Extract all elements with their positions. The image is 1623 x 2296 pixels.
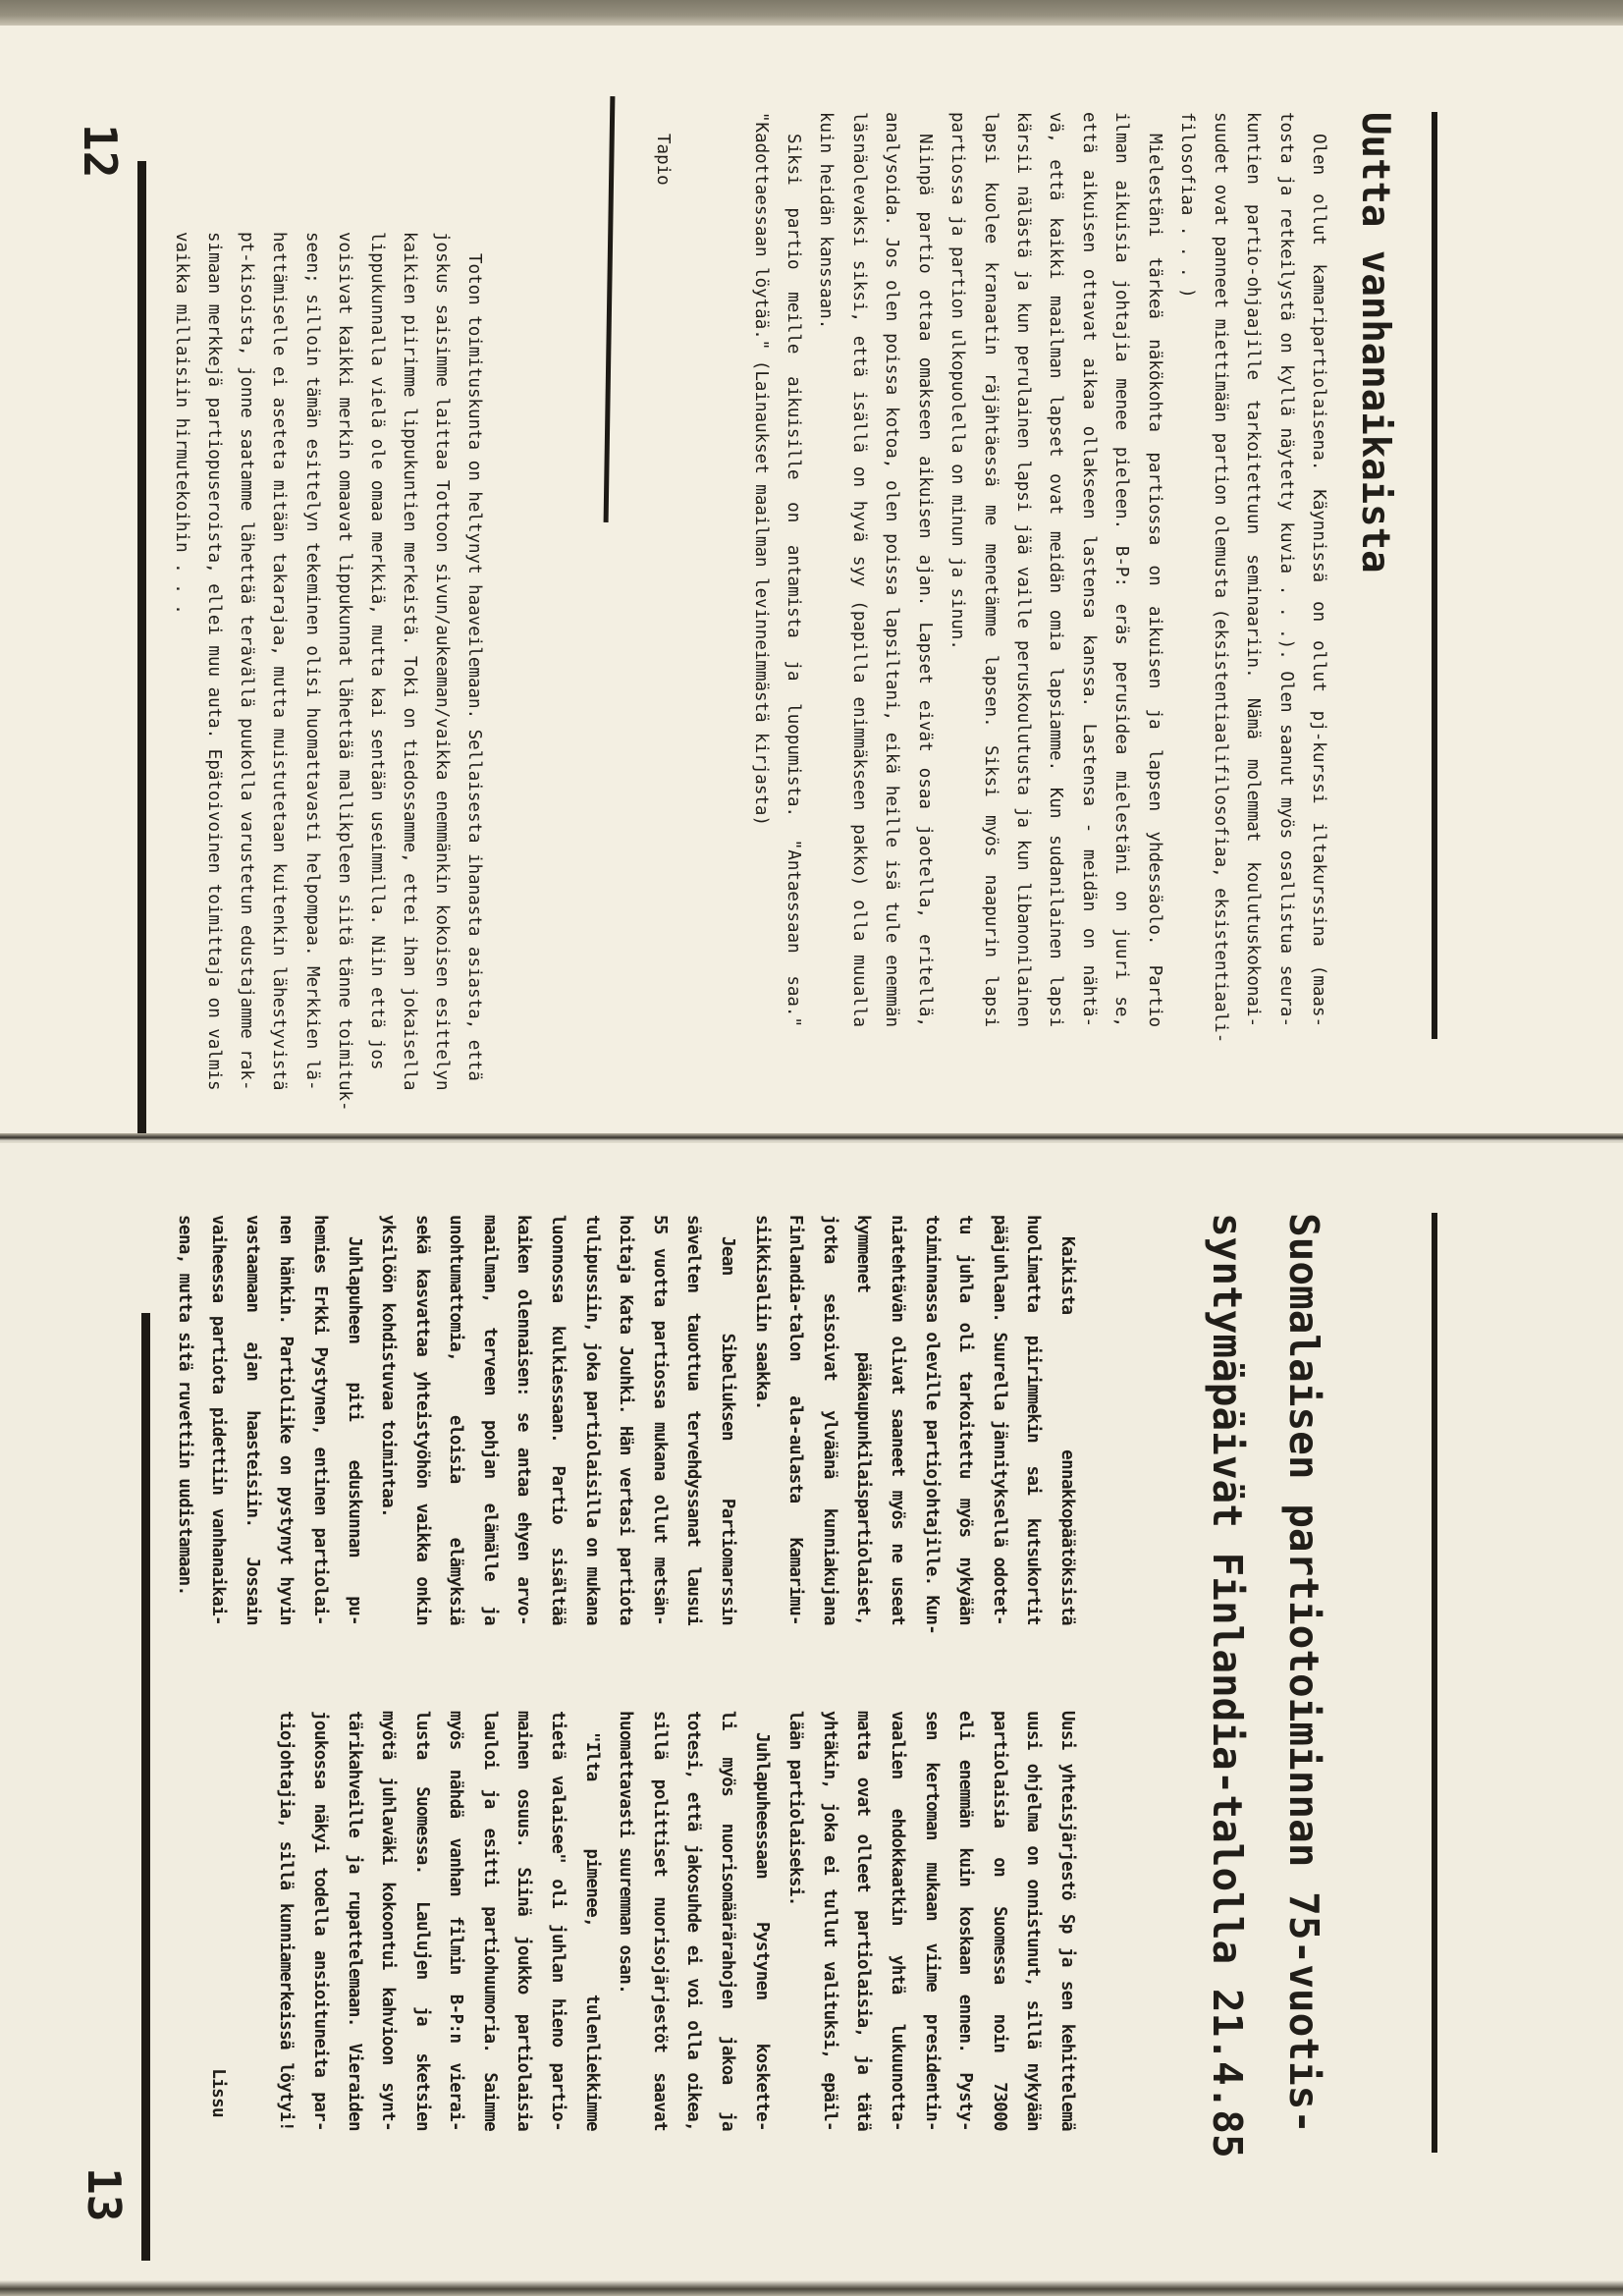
text-line: kuin heidän kanssaan. — [816, 112, 837, 330]
scan-edge-bottom — [0, 2280, 1623, 2296]
page13-title-line2: syntymäpäivät Finlandia-talolla 21.4.85 — [1204, 1213, 1251, 2159]
text-line: Jean Sibeliuksen Partiomarssin — [718, 1236, 738, 1625]
text-line: kaiken olennaisen: se antaa ehyen arvo- — [514, 1215, 534, 1625]
text-line: kuntien partio-ohjaajille tarkoitettuun seminaariin. Nämä molemmat koulutuskokonai- — [1243, 112, 1264, 1027]
text-line: vaalien ehdokkaatkin yhtä lukuunotta- — [888, 1711, 908, 2131]
text-line: lippukunnalla vielä ole omaa merkkiä, mutta kai sentään useimmilla. Niin että jos — [366, 232, 387, 1070]
text-line: myötä juhlaväki kokoontui kahvioon synt- — [378, 1711, 399, 2131]
text-line: filosofiaa . . . ) — [1177, 112, 1198, 299]
text-line: Juhlapuheessaan Pystynen koskette- — [751, 1732, 772, 2131]
text-line: voisivat kaikki merkin omaavat lippukunnat lähettää mallikpleen siitä tänne toimituk- — [334, 232, 354, 1112]
text-line: huolimatta piirimmekin sai kutsukortit — [1023, 1215, 1044, 1625]
text-line: myös nähdä vanhan filmin B-P:n vierai- — [446, 1711, 466, 2131]
page12-title: Uutta vanhanaikaista — [1353, 112, 1397, 574]
text-line: Siksi partio meille aikuisille on antamista ja luopumista. "Antaessaan saa." — [784, 134, 803, 1027]
text-line: kaikien piirimme lippukuntien merkeistä. Toki on tiedossamme, ettei ihan jokaisella — [399, 232, 419, 1091]
scan-edge-top — [0, 0, 1623, 26]
text-line: joskus saisimme laittaa Tottoon sivun/aukeaman/vaikka enemmänkin kokoisen esittelyn — [431, 232, 452, 1091]
text-line: suudet ovat panneet miettimään partion olemusta (eksistentiaalifilosofiaa, eksistentiaali- — [1210, 112, 1230, 1044]
page-12 — [0, 26, 1623, 1133]
text-line: jotka seisoivat ylväänä kunniakujana — [819, 1215, 839, 1625]
text-line: partiolaisia on Suomessa noin 73000 — [989, 1711, 1009, 2131]
text-line: tosta ja retkeilystä on kyllä näytetty kuvia . . .). Olen saanut myös osallistua seura- — [1275, 112, 1296, 1027]
text-line: lapsi kuolee kranaatin räjähtäessä me menetämme lapsen. Siksi myös naapurin lapsi — [980, 112, 1001, 1027]
text-line: vaiheessa partiota pidettiin vanhanaikai- — [208, 1215, 229, 1625]
text-line: läsnäolevaksi siksi, että isällä on hyvä syy (papilla enimmäkseen pakko) olla muualla — [848, 112, 869, 1027]
text-line — [228, 1711, 262, 2131]
text-line: unohtumattomia, eloisia elämyksiä — [446, 1215, 466, 1625]
text-line: ilman aikuisia johtajia menee pieleen. B-P: eräs perusidea mielestäni on juuri se, — [1111, 112, 1132, 1027]
text-line: totesi, että jakosuhde ei voi olla oikea, — [683, 1711, 704, 2131]
text-line: tiojohtajia, sillä kunniamerkeissä löytyi! — [276, 1711, 297, 2131]
page13-header-rule — [1432, 1213, 1437, 2153]
text-line: "Ilta pimenee, tulenliekkimme — [581, 1732, 602, 2131]
text-line: Finlandia-talon ala-aulasta Kamarimu- — [785, 1215, 806, 1625]
text-line: Kaikista ennakkopäätöksistä — [1057, 1236, 1077, 1625]
page13-column-1 — [160, 1215, 1077, 1635]
page13-column-2 — [194, 1711, 1077, 2131]
text-line: simaan merkkejä partiopuseroista, ellei muu auta. Epätoivoinen toimittaja on valmis — [204, 232, 225, 1091]
page-13 — [0, 1143, 1623, 2280]
text-line: li myös nuorisomäärärahojen jakoa ja — [718, 1711, 738, 2131]
text-line: vastaamaan ajan haasteisiin. Jossain — [242, 1215, 262, 1625]
text-line: uusi ohjelma on onnistunut, sillä nykyään — [1023, 1711, 1044, 2131]
text-line: "Kadottaessaan löytää." (Lainaukset maailman levinneimmästä kirjasta) — [750, 112, 771, 826]
page12-page-number: 12 — [74, 124, 127, 179]
page12-footer-rule — [137, 161, 146, 1133]
text-line: tu juhla oli tarkoitettu myös nykyään — [955, 1215, 976, 1625]
text-line: yksilöön kohdistuvaa toimintaa. — [378, 1215, 399, 1518]
page13-title-line1: Suomalaisen partiotoiminnan 75-vuotis- — [1280, 1213, 1327, 2134]
page-12-rotated-content — [0, 26, 1623, 1133]
text-line: sena, mutta sitä ruvettiin uudistamaan. — [174, 1215, 194, 1596]
page12-signature: Tapio — [653, 134, 673, 186]
page12-header-rule — [1432, 112, 1437, 1039]
text-line: kärsii nälästä ja kun perulainen lapsi jää vaille peruskoulutusta ja kun libanonilainen — [1013, 112, 1034, 1027]
text-line: Toton toimituskunta on heltynyt haaveilemaan. Sellaisesta ihanasta asiasta, että — [464, 253, 484, 1081]
page12-section-divider-rule — [604, 96, 616, 522]
text-line: Lissu — [208, 2068, 229, 2117]
text-line: pt-kisoista, jonne saatamme lähettää terävällä puukolla varustetun edustajamme rak- — [237, 232, 257, 1091]
text-line: pääjuhlaan. Suurella jännityksellä odotet- — [989, 1215, 1009, 1625]
text-line: tulipussiin, joka partiolaisilla on mukana — [581, 1215, 602, 1625]
text-line: Uusi yhteisjärjestö Sp ja sen kehittelemä — [1057, 1711, 1077, 2131]
text-line: tietä valaisee" oli juhlan hieno partio- — [548, 1711, 568, 2131]
text-line: Juhlapuheen piti eduskunnan pu- — [344, 1236, 364, 1625]
text-line: lään partiolaiseksi. — [785, 1711, 806, 1906]
text-line: yhtäkin, joka ei tullut valituksi, epäil- — [819, 1711, 839, 2131]
text-line: mainen osuus. Siinä joukko partiolaisia — [514, 1711, 534, 2131]
page13-page-number: 13 — [78, 2167, 131, 2222]
text-line: lauloi ja esitti partiohuumoria. Saimme — [479, 1711, 500, 2131]
page-gutter-fold — [0, 1133, 1623, 1143]
text-line: seen; silloin tämän esittelyn tekeminen olisi huomattavasti helpompaa. Merkkien lä- — [301, 232, 322, 1091]
text-line: että aikuisen ottavat aikaa ollakseen lastensa kanssa. Lastensa - meidän on nähtä- — [1078, 112, 1099, 1027]
text-line: eli enemmän kuin koskaan ennen. Pysty- — [955, 1711, 976, 2131]
text-line: partiossa ja partion ulkopuolella on minun ja sinun. — [947, 112, 968, 650]
page13-footer-rule — [141, 1313, 150, 2261]
text-line: vä, että kaikki maailman lapset ovat meidän omia lapsiamme. Kun sudanilainen lapsi — [1046, 112, 1066, 1027]
page-13-rotated-content — [0, 1143, 1623, 2280]
text-line: sen kertoman mukaan viime presidentin- — [921, 1711, 942, 2131]
text-line: nen hänkin. Partioliike on pystynyt hyvin — [276, 1215, 297, 1625]
text-line: hettämiselle ei aseteta mitään takarajaa, mutta muistutetaan kuitenkin lähestyvistä — [269, 232, 290, 1091]
text-line: matta ovat olleet partiolaisia, ja tätä — [853, 1711, 874, 2131]
text-line: kymmenet pääkaupunkilaispartiolaiset, — [853, 1215, 874, 1625]
text-line: lusta Suomessa. Laulujen ja sketsien — [411, 1711, 432, 2131]
text-line: luonnossa kulkiessaan. Partio sisältää — [548, 1215, 568, 1625]
text-line: siikkisaliin saakka. — [751, 1215, 772, 1410]
text-line: niatehtävän olivat saaneet myös ne useat — [888, 1215, 908, 1625]
text-line: sävelten tauottua tervehdyssanat lausui — [683, 1215, 704, 1625]
text-line: hoitaja Kata Jouhki. Hän vertasi partiota — [616, 1215, 636, 1625]
text-line: vaikka millaisiin hirmutekoihin . . . — [172, 232, 192, 615]
text-line: 55 vuotta partiossa mukana ollut metsän- — [649, 1215, 670, 1625]
text-line: Mielestäni tärkeä näkökohta partiossa on aikuisen ja lapsen yhdessäolo. Partio — [1144, 134, 1164, 1027]
page12-editor-note — [159, 232, 484, 1112]
page12-body-text — [737, 112, 1328, 1044]
text-line: sekä kasvattaa yhteistyöhön vaikka onkin — [411, 1215, 432, 1625]
text-line: tärikahveille ja rupattelemaan. Vieraiden — [344, 1711, 364, 2131]
text-line: maailman, terveen pohjan elämälle ja — [479, 1215, 500, 1625]
text-line: toiminnassa oleville partiojohtajille. Kun- — [921, 1215, 942, 1635]
text-line: hemies Erkki Pystynen, entinen partiolai- — [309, 1215, 330, 1625]
text-line: huomattavasti suuremman osan. — [616, 1711, 636, 1995]
text-line: sillä polittiset nuorisojärjestöt saavat — [649, 1711, 670, 2131]
text-line: Olen ollut kamaripartiolaisena. Käynnissä on ollut pj-kurssi iltakurssina (maas- — [1309, 134, 1328, 1027]
text-line: analysoida. Jos olen poissa kotoa, olen poissa lapsiltani, eikä heille isä tule enemmän — [882, 112, 902, 1027]
text-line: joukossa näkyi todella ansioituneita par- — [309, 1711, 330, 2131]
text-line: Niinpä partio ottaa omakseen aikuisen ajan. Lapset eivät osaa jaotella, eritellä, — [914, 134, 935, 1027]
